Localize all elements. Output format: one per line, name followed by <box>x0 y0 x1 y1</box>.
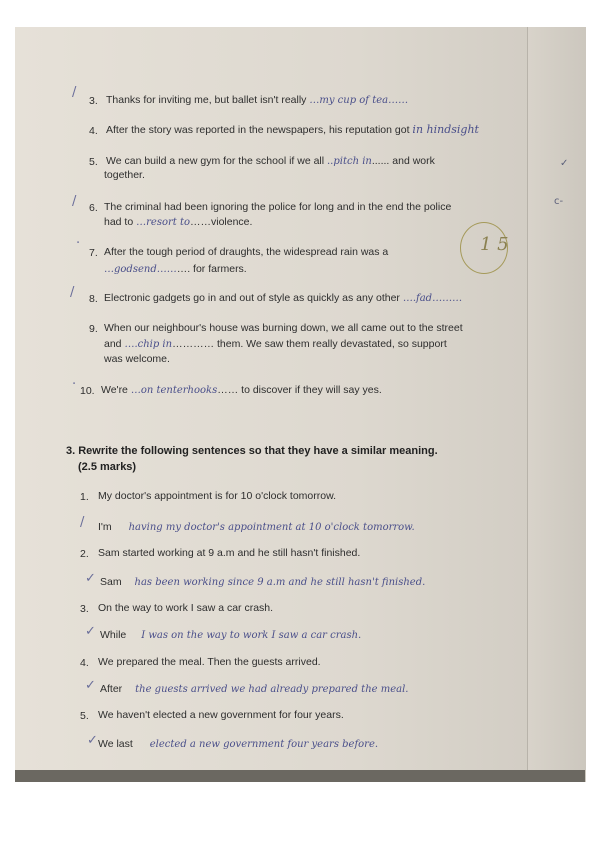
exercise-line <box>106 122 479 138</box>
rewrite-line <box>100 628 361 643</box>
item-number: 10. <box>80 385 95 397</box>
tick-mark: ✓ <box>85 678 96 693</box>
handwritten-answer: in hindsight <box>412 123 479 136</box>
handwritten-answer: ….fad……… <box>402 293 463 304</box>
tick-mark: / <box>72 85 77 100</box>
item-number: 9. <box>89 323 98 335</box>
photo-bottom-edge <box>15 770 585 782</box>
tick-mark: / <box>70 285 75 300</box>
score-mark: 1 5 <box>480 234 509 255</box>
sentence-text: ...... and work <box>371 155 435 167</box>
sentence-text: Thanks for inviting me, but ballet isn't really <box>106 94 310 106</box>
rewrite-line <box>98 737 378 752</box>
sentence-text: …. for farmers. <box>176 263 247 275</box>
exercise-line-2 <box>104 262 247 277</box>
item-number: 7. <box>89 247 98 259</box>
sentence-text: ………… them. We saw them really devastated, so support <box>172 338 447 350</box>
edge-mark-2: c- <box>554 196 564 207</box>
handwritten-answer: …my cup of tea…… <box>309 95 409 106</box>
rewrite-line <box>100 682 408 697</box>
exercise-line: We can build a new gym for the school if we all ..pitch in...... and work <box>106 155 435 167</box>
tick-mark: / <box>72 194 77 209</box>
starter-text: Sam <box>100 576 122 588</box>
sentence-text: and <box>104 338 125 350</box>
item-number: 4. <box>89 125 98 137</box>
sentence-text: …… to discover if they will say yes. <box>217 384 382 396</box>
item-number: 3. <box>89 95 98 107</box>
prompt-sentence: We prepared the meal. Then the guests arrived. <box>98 656 321 668</box>
item-number: 6. <box>89 202 98 214</box>
handwritten-answer: …resort to <box>136 217 190 228</box>
exercise-line-2: together. <box>104 169 145 181</box>
rewrite-line <box>100 575 425 590</box>
exercise-line <box>101 383 382 398</box>
item-number: 1. <box>80 491 89 503</box>
item-number: 5. <box>80 710 89 722</box>
prompt-sentence: Sam started working at 9 a.m and he still hasn't finished. <box>98 547 361 559</box>
exercise-line-2 <box>104 337 447 352</box>
exercise-line <box>106 93 408 108</box>
handwritten-answer: I was on the way to work I saw a car crash. <box>141 630 362 641</box>
tick-mark: ✓ <box>85 571 96 586</box>
prompt-sentence: We haven't elected a new government for four years. <box>98 709 344 721</box>
handwritten-answer: ….chip in <box>124 339 173 350</box>
exercise-line: After the tough period of draughts, the widespread rain was a <box>104 246 389 258</box>
handwritten-answer: having my doctor's appointment at 10 o'clock tomorrow. <box>128 522 415 533</box>
handwritten-answer: …godsend…… <box>104 264 177 275</box>
exercise-line-2 <box>104 215 252 230</box>
item-number: 5. <box>89 156 98 168</box>
handwritten-answer: ..pitch in <box>327 156 372 167</box>
rewrite-line <box>98 520 415 535</box>
section-heading: 3. Rewrite the following sentences so that they have a similar meaning. <box>66 445 438 457</box>
item-number: 4. <box>80 657 89 669</box>
tick-mark: / <box>80 515 85 530</box>
handwritten-answer: has been working since 9 a.m and he still hasn't finished. <box>134 577 426 588</box>
tick-mark: ✓ <box>87 733 98 748</box>
sentence-text: We're <box>101 384 131 396</box>
tick-mark: · <box>72 377 77 392</box>
exercise-line <box>104 291 462 306</box>
handwritten-answer: the guests arrived we had already prepared the meal. <box>135 684 409 695</box>
edge-mark-1: ✓ <box>560 158 569 169</box>
item-number: 8. <box>89 293 98 305</box>
sentence-text: had to <box>104 216 137 228</box>
adjacent-page-edge <box>527 27 586 782</box>
starter-text: I'm <box>98 521 112 533</box>
tick-mark: · <box>76 236 81 251</box>
starter-text: We last <box>98 738 133 750</box>
handwritten-answer: elected a new government four years before. <box>149 739 379 750</box>
sentence-text: Electronic gadgets go in and out of style as quickly as any other <box>104 292 403 304</box>
prompt-sentence: On the way to work I saw a car crash. <box>98 602 274 614</box>
item-number: 2. <box>80 548 89 560</box>
starter-text: While <box>100 629 127 641</box>
item-number: 3. <box>80 603 89 615</box>
exercise-line: The criminal had been ignoring the police for long and in the end the police <box>104 201 452 213</box>
section-marks: (2.5 marks) <box>78 461 137 473</box>
exercise-line: When our neighbour's house was burning down, we all came out to the street <box>104 322 463 334</box>
exercise-line-3: was welcome. <box>104 353 170 365</box>
sentence-text: ……violence. <box>190 216 253 228</box>
tick-mark: ✓ <box>85 624 96 639</box>
starter-text: After <box>100 683 123 695</box>
handwritten-answer: …on tenterhooks <box>130 385 218 396</box>
sentence-text: After the story was reported in the newspapers, his reputation got <box>106 124 413 136</box>
prompt-sentence: My doctor's appointment is for 10 o'clock tomorrow. <box>98 490 337 502</box>
